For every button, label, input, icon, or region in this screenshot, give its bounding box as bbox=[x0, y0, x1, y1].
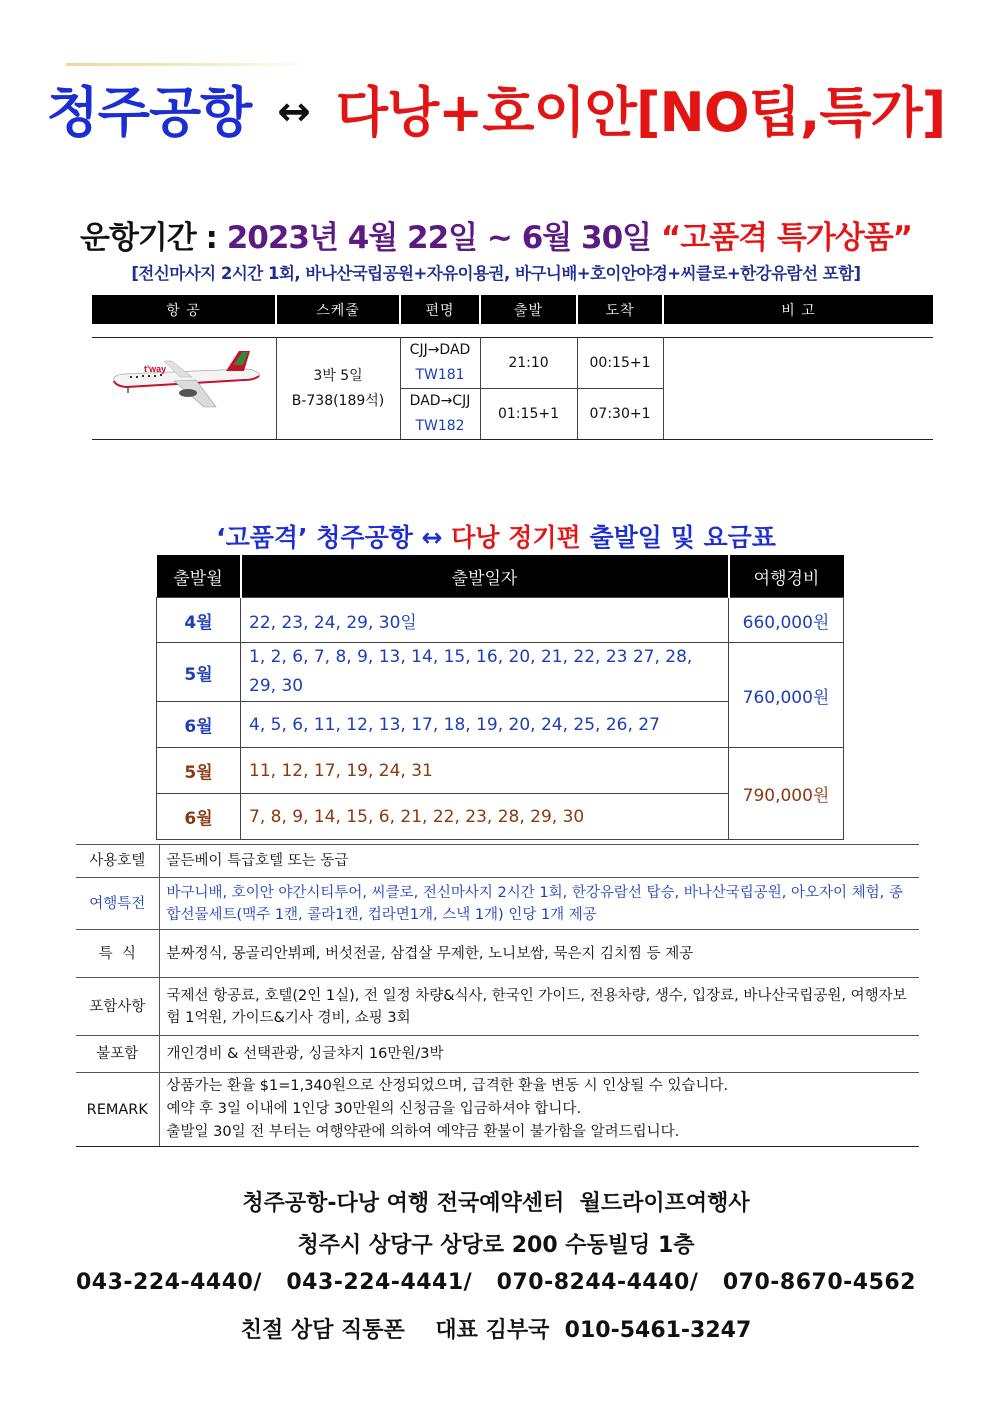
info-key: 여행특전 bbox=[76, 878, 159, 930]
info-value bbox=[159, 1073, 919, 1147]
info-row-included bbox=[76, 978, 919, 1036]
flight-cell bbox=[400, 389, 480, 440]
price-table-header bbox=[157, 555, 844, 598]
flight-table-header bbox=[92, 295, 933, 324]
footer-contact: 친절 상담 직통폰 대표 김부국 010-5461-3247 bbox=[240, 1318, 752, 1343]
airline-logo-text: t'way bbox=[143, 364, 166, 374]
header-arrive: 도착 bbox=[577, 295, 663, 324]
dates-cell: 22, 23, 24, 29, 30일 bbox=[241, 598, 729, 643]
remark-line: 상품가는 환율 $1=1,340원으로 산정되었으며, 급격한 환율 변동 시 인상될 수 있습니다. bbox=[166, 1078, 729, 1094]
route: DAD→CJJ bbox=[409, 393, 471, 409]
operation-period bbox=[0, 212, 992, 257]
period-tag: “고품격 특가상품” bbox=[660, 220, 913, 256]
footer-phones: 043-224-4440/ 043-224-4441/ 070-8244-4440/ 070-8670-4562 bbox=[75, 1270, 916, 1295]
flight-number: TW181 bbox=[415, 367, 465, 383]
period-label: 운항기간 : bbox=[79, 220, 217, 256]
title-arrow: ↔ bbox=[277, 89, 310, 135]
price-section-title bbox=[0, 518, 992, 554]
info-row-excluded bbox=[76, 1036, 919, 1073]
header-price: 여행경비 bbox=[729, 555, 844, 598]
page-title bbox=[0, 70, 992, 150]
info-key: 사용호텔 bbox=[76, 845, 159, 878]
info-key: 특 식 bbox=[76, 930, 159, 978]
remark-line: 예약 후 3일 이내에 1인당 30만원의 신청금을 입금하셔야 합니다. bbox=[166, 1101, 582, 1117]
price-cell: 660,000원 bbox=[729, 598, 844, 643]
title-quote: ‘고품격’ bbox=[216, 523, 308, 552]
header-note: 비 고 bbox=[663, 295, 933, 324]
header-dates: 출발일자 bbox=[241, 555, 729, 598]
month-cell: 4월 bbox=[157, 598, 241, 643]
title-origin: 청주공항 bbox=[46, 81, 252, 144]
dates-cell: 1, 2, 6, 7, 8, 9, 13, 14, 15, 16, 20, 21, 22, 23 27, 28, 29, 30 bbox=[241, 643, 729, 702]
period-dates: 2023년 4월 22일 ~ 6월 30일 bbox=[226, 220, 652, 256]
table-row bbox=[157, 598, 844, 643]
depart-time: 21:10 bbox=[480, 338, 577, 389]
month-cell: 6월 bbox=[157, 794, 241, 840]
table-row bbox=[157, 643, 844, 702]
info-value: 국제선 항공료, 호텔(2인 1실), 전 일정 차량&식사, 한국인 가이드, 전용차량, 생수, 입장료, 바나산국립공원, 여행자보험 1억원, 가이드&기사 경비, 쇼핑 3회 bbox=[159, 978, 919, 1036]
price-table bbox=[156, 555, 844, 840]
header-flight: 편명 bbox=[400, 295, 480, 324]
flight-cell bbox=[400, 338, 480, 389]
route: CJJ→DAD bbox=[409, 342, 471, 358]
month-cell: 5월 bbox=[157, 643, 241, 702]
header-month: 출발월 bbox=[157, 555, 241, 598]
header-schedule: 스케줄 bbox=[276, 295, 400, 324]
info-key: 불포함 bbox=[76, 1036, 159, 1073]
price-cell: 790,000원 bbox=[729, 748, 844, 840]
title-part2: 다낭 정기편 bbox=[451, 523, 581, 552]
footer-address: 청주시 상당구 상당로 200 수동빌딩 1층 bbox=[297, 1233, 695, 1258]
dates-cell: 11, 12, 17, 19, 24, 31 bbox=[241, 748, 729, 794]
info-value: 개인경비 & 선택관광, 싱글챠지 16만원/3박 bbox=[159, 1036, 919, 1073]
info-row-meals bbox=[76, 930, 919, 978]
footer-agency: 청주공항-다낭 여행 전국예약센터 월드라이프여행사 bbox=[242, 1191, 750, 1216]
info-key: REMARK bbox=[76, 1073, 159, 1147]
dates-cell: 4, 5, 6, 11, 12, 13, 17, 18, 19, 20, 24, 25, 26, 27 bbox=[241, 702, 729, 748]
info-row-hotel bbox=[76, 845, 919, 878]
note-cell bbox=[663, 338, 933, 440]
inclusions-line: [전신마사지 2시간 1회, 바나산국립공원+자유이용권, 바구니배+호이안야경+씨클로+한강유람선 포함] bbox=[131, 264, 861, 283]
arrive-time: 00:15+1 bbox=[577, 338, 663, 389]
table-row bbox=[157, 748, 844, 794]
schedule-cell bbox=[276, 338, 400, 440]
header-depart: 출발 bbox=[480, 295, 577, 324]
arrive-time: 07:30+1 bbox=[577, 389, 663, 440]
info-value: 분짜정식, 몽골리안뷔페, 버섯전골, 삼겹살 무제한, 노니보쌈, 묵은지 김치찜 등 제공 bbox=[159, 930, 919, 978]
header-airline: 항 공 bbox=[92, 295, 276, 324]
airplane-icon bbox=[104, 347, 264, 421]
info-row-benefits bbox=[76, 878, 919, 930]
title-destination: 다낭+호이안[NO팁,특가] bbox=[335, 81, 946, 144]
schedule-duration: 3박 5일 bbox=[313, 367, 363, 384]
airline-cell bbox=[92, 338, 276, 440]
month-cell: 5월 bbox=[157, 748, 241, 794]
depart-time: 01:15+1 bbox=[480, 389, 577, 440]
decorative-rule bbox=[66, 63, 316, 66]
info-row-remark bbox=[76, 1073, 919, 1147]
price-cell: 760,000원 bbox=[729, 643, 844, 748]
title-part3: 출발일 및 요금표 bbox=[589, 523, 776, 552]
dates-cell: 7, 8, 9, 14, 15, 6, 21, 22, 23, 28, 29, 30 bbox=[241, 794, 729, 840]
info-value: 바구니배, 호이안 야간시티투어, 씨클로, 전신마사지 2시간 1회, 한강유람선 탑승, 바나산국립공원, 아오자이 체험, 종합선물세트(맥주 1캔, 콜라1캔, 컵라면1개, 스낵 1개) 인당 1개 제공 bbox=[159, 878, 919, 930]
remark-line: 출발일 30일 전 부터는 여행약관에 의하여 예약금 환불이 불가함을 알려드립니다. bbox=[166, 1124, 680, 1140]
schedule-aircraft: B-738(189석) bbox=[291, 392, 385, 409]
flight-row-outbound bbox=[92, 338, 933, 389]
flight-table bbox=[92, 295, 933, 440]
info-table bbox=[76, 844, 919, 1147]
flight-number: TW182 bbox=[415, 418, 465, 434]
month-cell: 6월 bbox=[157, 702, 241, 748]
info-value: 골든베이 특급호텔 또는 동급 bbox=[159, 845, 919, 878]
title-part1: 청주공항 ↔ bbox=[316, 523, 443, 552]
info-key: 포함사항 bbox=[76, 978, 159, 1036]
